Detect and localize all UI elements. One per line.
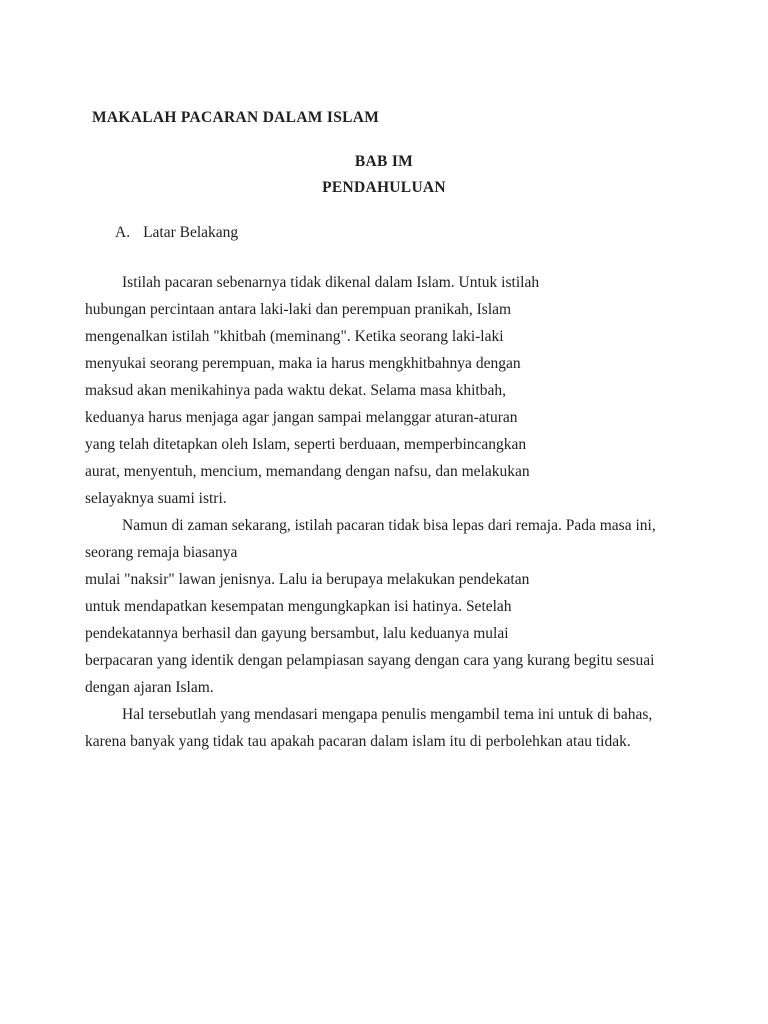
body-line: maksud akan menikahinya pada waktu dekat. Selama masa khitbah,: [85, 382, 506, 399]
body-line: menyukai seorang perempuan, maka ia harus mengkhitbahnya dengan: [85, 355, 521, 372]
section-title: Latar Belakang: [143, 224, 239, 241]
body-line: dengan ajaran Islam.: [85, 679, 214, 696]
body-line: selayaknya suami istri.: [85, 490, 227, 507]
section-heading: [115, 224, 238, 242]
body-line: Hal tersebutlah yang mendasari mengapa penulis mengambil tema ini untuk di bahas,: [122, 706, 653, 723]
body-line: aurat, menyentuh, mencium, memandang dengan nafsu, dan melakukan: [85, 463, 530, 480]
body-line: yang telah ditetapkan oleh Islam, seperti berduaan, memperbincangkan: [85, 436, 527, 453]
body-line: keduanya harus menjaga agar jangan sampai melanggar aturan-aturan: [85, 409, 518, 426]
document-title: MAKALAH PACARAN DALAM ISLAM: [92, 109, 380, 126]
section-label: A.: [115, 224, 131, 241]
body-line: hubungan percintaan antara laki-laki dan perempuan pranikah, Islam: [85, 301, 512, 318]
body-line: pendekatannya berhasil dan gayung bersambut, lalu keduanya mulai: [85, 625, 509, 642]
body-line: Istilah pacaran sebenarnya tidak dikenal dalam Islam. Untuk istilah: [122, 274, 540, 291]
body-line: untuk mendapatkan kesempatan mengungkapkan isi hatinya. Setelah: [85, 598, 512, 615]
body-line: seorang remaja biasanya: [85, 544, 238, 561]
body-line: berpacaran yang identik dengan pelampiasan sayang dengan cara yang kurang begitu sesuai: [85, 652, 655, 669]
chapter-heading: BAB IM: [354, 153, 414, 170]
body-line: mulai "naksir" lawan jenisnya. Lalu ia berupaya melakukan pendekatan: [85, 571, 530, 588]
body-line: mengenalkan istilah "khitbah (meminang". Ketika seorang laki-laki: [85, 328, 504, 345]
chapter-subheading: PENDAHULUAN: [322, 179, 446, 196]
body-line: Namun di zaman sekarang, istilah pacaran tidak bisa lepas dari remaja. Pada masa ini,: [122, 517, 656, 534]
body-line: karena banyak yang tidak tau apakah pacaran dalam islam itu di perbolehkan atau tidak.: [85, 733, 631, 750]
body-text: [85, 269, 725, 755]
